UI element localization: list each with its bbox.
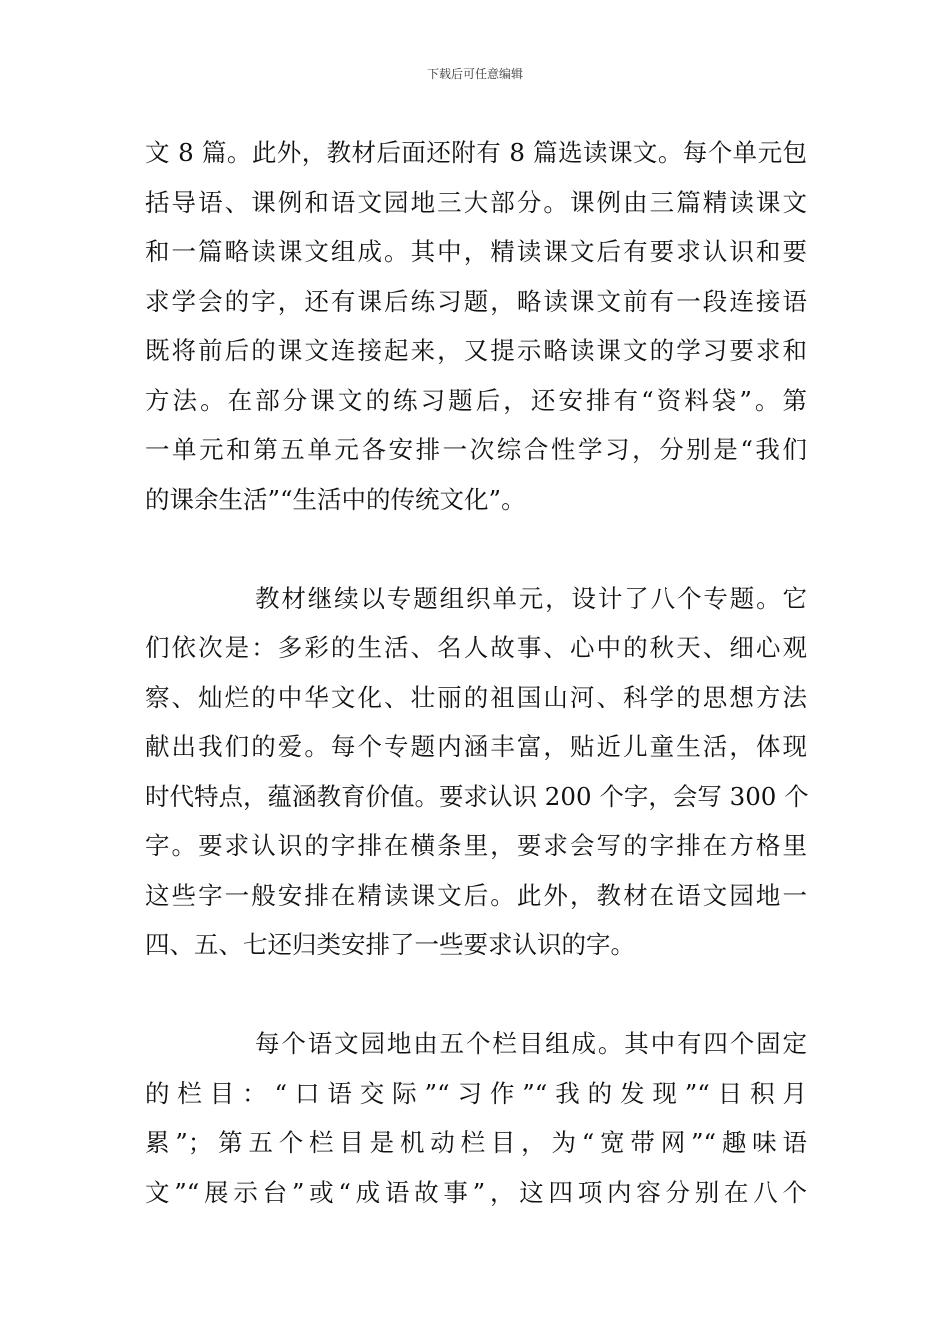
- text-line: 教材继续以专题组织单元，设计了八个专题。它: [255, 583, 807, 613]
- text-line: 们依次是：多彩的生活、名人故事、心中的秋天、细心观: [145, 633, 807, 662]
- paragraph-1: [145, 128, 807, 524]
- text-line: 文”“展示台”或“成语故事”，这四项内容分别在八个: [145, 1177, 807, 1207]
- text-line: 文 8 篇。此外，教材后面还附有 8 篇选读课文。每个单元包: [145, 138, 807, 167]
- text-line: 一单元和第五单元各安排一次综合性学习，分别是“我们: [145, 435, 807, 464]
- paragraph-2: [145, 574, 807, 970]
- text-line: 每个语文园地由五个栏目组成。其中有四个固定: [255, 1029, 807, 1058]
- text-line: 累”；第五个栏目是机动栏目，为“宽带网”“趣味语: [145, 1128, 807, 1157]
- text-line: 的课余生活”“生活中的传统文化”。: [145, 484, 526, 514]
- paragraph-spacer: [145, 970, 807, 1020]
- text-line: 四、五、七还归类安排了一些要求认识的字。: [145, 930, 635, 959]
- text-line: 字。要求认识的字排在横条里，要求会写的字排在方格里: [145, 831, 807, 860]
- paragraph-3: [145, 1019, 807, 1217]
- text-line: 和一篇略读课文组成。其中，精读课文后有要求认识和要: [145, 237, 807, 266]
- text-line: 括导语、课例和语文园地三大部分。课例由三篇精读课文: [145, 187, 807, 217]
- text-line: 的栏目：“口语交际”“习作”“我的发现”“日积月: [145, 1078, 807, 1108]
- text-line: 方法。在部分课文的练习题后，还安排有“资料袋”。第: [145, 385, 807, 415]
- text-line: 既将前后的课文连接起来，又提示略读课文的学习要求和: [145, 336, 807, 365]
- document-body: [145, 128, 807, 1217]
- page-header: 下载后可任意编辑: [426, 67, 523, 81]
- text-line: 献出我们的爱。每个专题内涵丰富，贴近儿童生活，体现: [145, 732, 807, 761]
- paragraph-spacer: [145, 524, 807, 574]
- text-line: 察、灿烂的中华文化、壮丽的祖国山河、科学的思想方法: [145, 682, 807, 712]
- text-line: 这些字一般安排在精读课文后。此外，教材在语文园地一: [145, 880, 807, 910]
- text-line: 求学会的字，还有课后练习题，略读课文前有一段连接语: [145, 286, 807, 316]
- text-line: 时代特点，蕴涵教育价值。要求认识 200 个字，会写 300 个: [145, 781, 809, 811]
